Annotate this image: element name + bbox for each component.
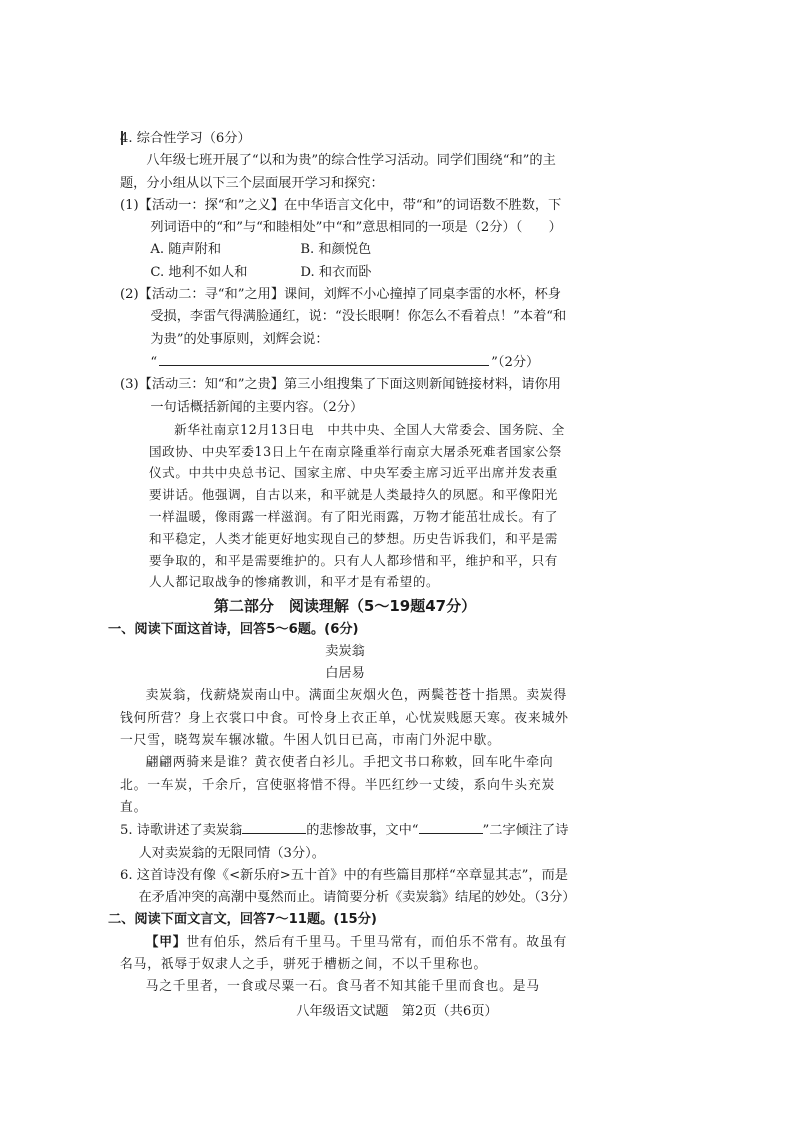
poem-author: 白居易 <box>325 666 365 682</box>
news-excerpt <box>120 419 570 593</box>
jia-paragraph-1 <box>120 932 570 977</box>
option-d: D. 和衣而卧 <box>300 264 372 280</box>
poem-title: 卖炭翁 <box>325 643 365 659</box>
poem-paragraph-1: 卖炭翁，伐薪烧炭南山中。满面尘灰烟火色，两鬓苍苍十指黑。卖炭得钱何所营？身上衣裳口中食。可怜身上衣正单，心忧炭贱愿天寒。夜来城外一尺雪，晓驾炭车辗冰辙。牛困人饥日已高，市南门外泥中歇。 <box>120 688 569 749</box>
activity-2: (2)【活动二：寻“和”之用】课间，刘辉不小心撞掉了同桌李雷的水杯，杯身受损，李雷气得满脸通红，说：“没长眼啊！你怎么不看着点！”本着“和为贵”的处事原则，刘辉会说： <box>120 287 567 347</box>
option-a: A. 随声附和 <box>150 242 222 258</box>
section-2-title: 二、阅读下面文言文，回答7～11题。(15分) <box>108 912 377 928</box>
q5-part-c: ”二字倾注了诗人对卖炭翁的无限同情（3分）。 <box>138 823 569 861</box>
q5-part-a: 5. 诗歌讲述了卖炭翁 <box>120 823 243 839</box>
jia-text-1: 世有伯乐，然后有千里马。千里马常有，而伯乐不常有。故虽有名马，祇辱于奴隶人之手，骈死于槽枥之间，不以千里称也。 <box>120 934 568 972</box>
part-2-title: 第二部分 阅读理解（5～19题47分） <box>213 597 477 616</box>
page-content <box>108 128 576 999</box>
q5-blank-2 <box>419 819 483 834</box>
option-row-2 <box>150 262 570 284</box>
page-footer: 八年级语文试题 第2页（共6页） <box>296 1004 498 1019</box>
q4-heading: 4. 综合性学习（6分） <box>120 131 251 146</box>
poem-paragraph-2: 翩翩两骑来是谁？黄衣使者白衫儿。手把文书口称敕，回车叱牛牵向北。一车炭，千余斤，宫使驱将惜不得。半匹红纱一丈绫，系向牛头充炭直。 <box>120 755 556 815</box>
activity-1-options <box>120 239 570 284</box>
classical-text <box>120 932 570 999</box>
open-quote: “ <box>150 354 158 370</box>
close-quote: ”（2分） <box>491 354 540 370</box>
jia-label: 【甲】 <box>145 934 187 950</box>
activity-1: (1)【活动一：探“和”之义】在中华语言文化中，带“和”的词语数不胜数，下列词语中的“和”与“和睦相处”中“和”意思相同的一项是（2分）（ ） <box>120 197 562 236</box>
question-6: 6. 这首诗没有像《<新乐府>五十首》中的有些篇目那样“卒章显其志”，而是在矛盾冲突的高潮中戛然而止。请简要分析《卖炭翁》结尾的妙处。（3分） <box>120 867 576 906</box>
option-row-1 <box>150 239 570 261</box>
poem-body <box>120 685 570 819</box>
activity-2-answer-line <box>120 351 570 374</box>
section-1-title: 一、阅读下面这首诗，回答5～6题。(6分) <box>108 621 359 637</box>
activity-3: (3)【活动三：知“和”之贵】第三小组搜集了下面这则新闻链接材料，请你用一句话概括新闻的主要内容。（2分） <box>120 377 561 415</box>
q4-intro: 八年级七班开展了“以和为贵”的综合性学习活动。同学们围绕“和”的主题，分小组从以下三个层面展开学习和探究： <box>120 153 556 191</box>
question-5 <box>120 819 570 865</box>
news-text: 新华社南京12月13日电 中共中央、全国人大常委会、国务院、全国政协、中央军委13日上午在南京隆重举行南京大屠杀死难者国家公祭仪式。中共中央总书记、国家主席、中央军委主席习近平出席并发表重要讲话。他强调，自古以来，和平就是人类最持久的夙愿。和平像阳光一样温暖，像雨露一样滋润。有了阳光雨露，万物才能茁壮成长。有了和平稳定，人类才能更好地实现自己的梦想。历史告诉我们，和平是需要争取的，和平是需要维护的。只有人人都珍惜和平，维护和平，只有人人都记取战争的惨痛教训，和平才是有希望的。 <box>148 421 565 590</box>
q5-blank-1 <box>242 819 306 834</box>
answer-blank <box>159 351 489 366</box>
option-b: B. 和颜悦色 <box>300 242 372 258</box>
option-c: C. 地利不如人和 <box>150 264 248 280</box>
q5-part-b: 的悲惨故事，文中“ <box>306 823 419 839</box>
jia-paragraph-2: 马之千里者，一食或尽粟一石。食马者不知其能千里而食也。是马 <box>145 979 540 995</box>
